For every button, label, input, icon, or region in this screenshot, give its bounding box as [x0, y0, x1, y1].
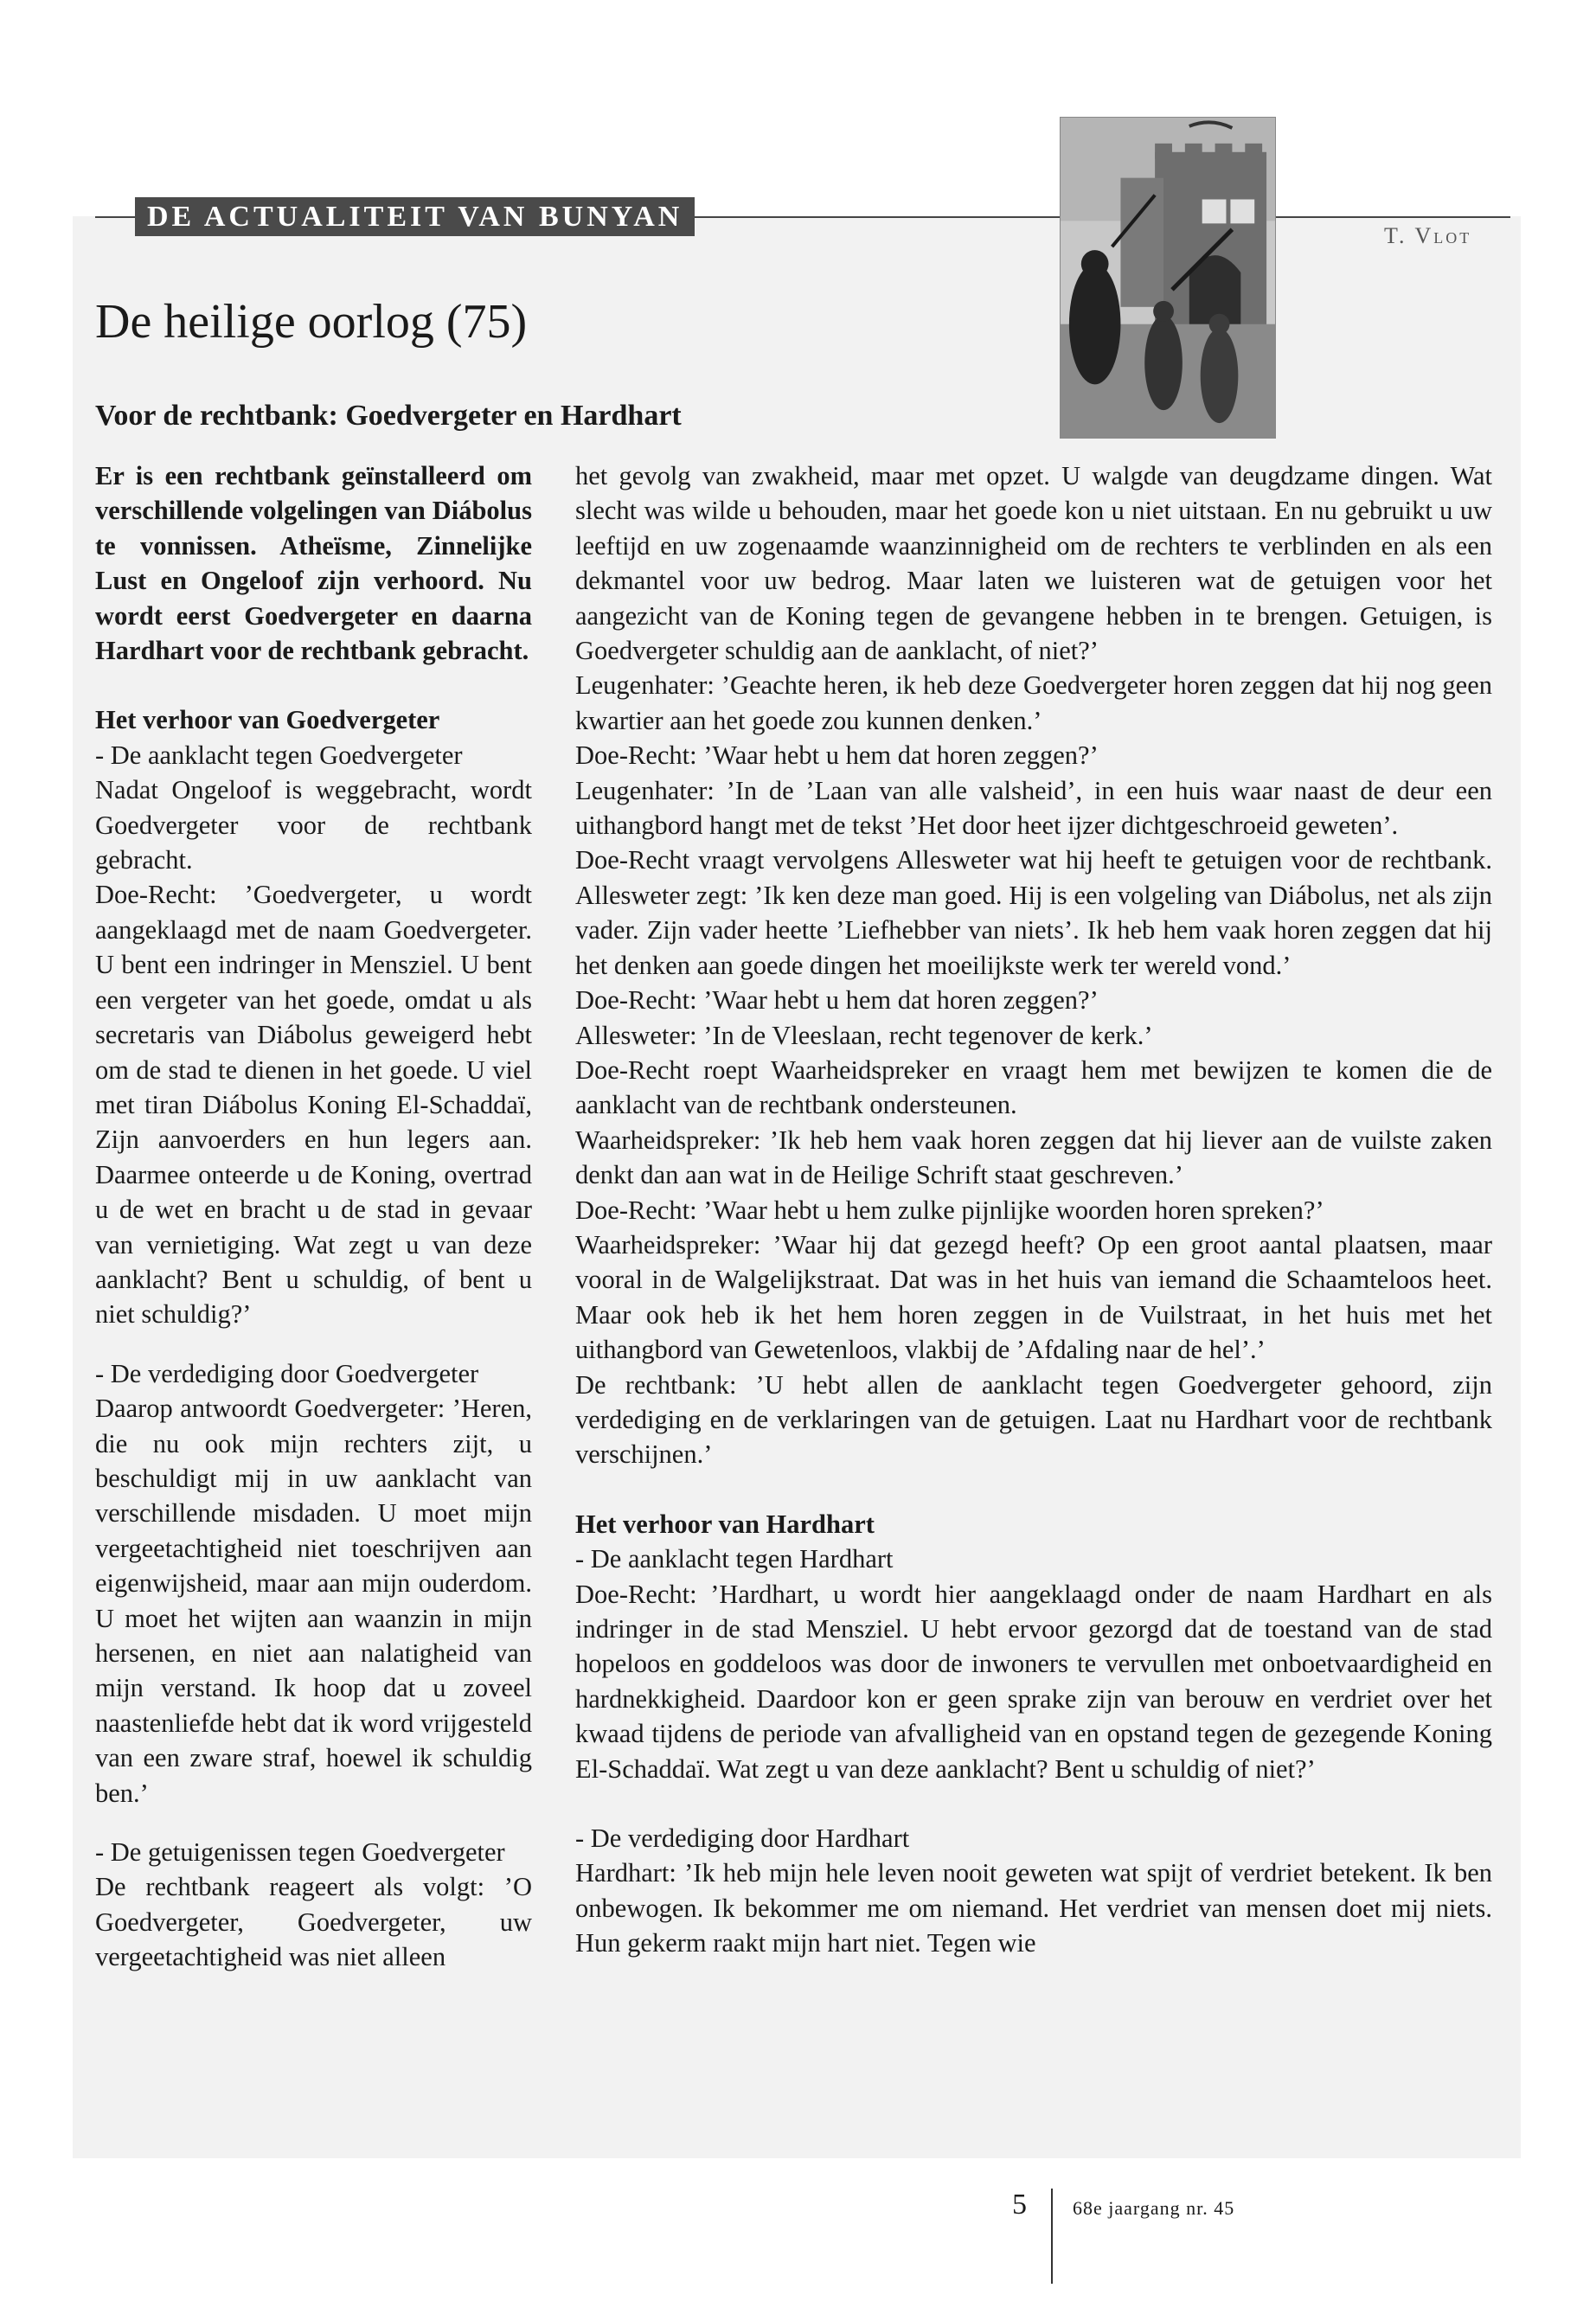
paragraph: Waarheidspreker: ’Ik heb hem vaak horen zeggen dat hij liever aan de vuilste zaken denkt dan aan wat in de Heilige Schrift staat geschreven.’: [575, 1125, 1492, 1190]
paragraph: Doe-Recht: ’Hardhart, u wordt hier aangeklaagd onder de naam Hardhart en als indringer in de stad Mensziel. U hebt ervoor gezorgd dat de toestand van de stad hopeloos en goddeloos was door de inwoners te vervullen met onboetvaardigheid en hardnekkigheid. Daardoor kon er geen sprake zijn van berouw en verdriet over het kwaad tijdens de periode van afvalligheid van en opstand tegen de gezegende Koning El-Schaddaï. Wat zegt u van deze aanklacht? Bent u schuldig of niet?’: [575, 1579, 1492, 1784]
paragraph: - De verdediging door Hardhart: [575, 1823, 910, 1854]
volume-info: 68e jaargang nr. 45: [1073, 2197, 1235, 2219]
paragraph: - De aanklacht tegen Goedvergeter: [95, 740, 463, 770]
paragraph: Waarheidspreker: ’Waar hij dat gezegd heeft? Op een groot aantal plaatsen, maar vooral in de Walgelijkstraat. Dat was in het huis van iemand die Schaamteloos heet. Maar ook heb ik het hem horen zeggen in de Vuilstraat, in het huis met het uithangbord van Gewetenloos, vlakbij de ’Afdaling naar de hel’.’: [575, 1229, 1492, 1365]
right-column: [575, 458, 1492, 1961]
paragraph: Doe-Recht: ’Waar hebt u hem dat horen zeggen?’: [575, 740, 1099, 771]
paragraph: Leugenhater: ’Geachte heren, ik heb deze Goedvergeter horen zeggen dat hij nog geen kwartier aan het goede zou kunnen denken.’: [575, 670, 1492, 735]
paragraph: Hardhart: ’Ik heb mijn hele leven nooit geweten wat spijt of verdriet betekent. Ik ben onbewogen. Ik bekommer me om niemand. Het verdriet van mensen doet mij niets. Hun gekerm raakt mijn hart niet. Tegen wie: [575, 1858, 1492, 1958]
section-heading: Het verhoor van Goedvergeter: [95, 705, 440, 735]
paragraph: Doe-Recht roept Waarheidspreker en vraagt hem met bewijzen te komen die de aanklacht van de rechtbank ondersteunen.: [575, 1054, 1492, 1120]
left-column: [95, 458, 532, 1975]
paragraph: - De aanklacht tegen Hardhart: [575, 1544, 894, 1574]
paragraph: De rechtbank reageert als volgt: ’O Goedvergeter, Goedvergeter, uw vergeetachtigheid was niet alleen: [95, 1872, 532, 1972]
paragraph: De rechtbank: ’U hebt allen de aanklacht tegen Goedvergeter gehoord, zijn verdediging en de verklaringen van de getuigen. Laat nu Hardhart voor de rechtbank verschijnen.’: [575, 1369, 1492, 1470]
article-intro: Er is een rechtbank geïnstalleerd om verschillende volgelingen van Diábolus te vonnissen. Atheïsme, Zinnelijke Lust en Ongeloof zijn verhoord. Nu wordt eerst Goedvergeter en daarna Hardhart voor de rechtbank gebracht.: [95, 461, 532, 666]
paragraph: Doe-Recht: ’Goedvergeter, u wordt aangeklaagd met de naam Goedvergeter. U bent een indringer in Mensziel. U bent een vergeter van het goede, omdat u als secretaris van Diábolus geweigerd hebt om de stad te dienen in het goede. U viel met tiran Diábolus Koning El-Schaddaï, Zijn aanvoerders en hun legers aan. Daarmee onteerde u de Koning, overtrad u de wet en bracht u de stad in gevaar van vernietiging. Wat zegt u van deze aanklacht? Bent u schuldig, of bent u niet schuldig?’: [95, 880, 532, 1330]
article-title: De heilige oorlog (75): [95, 295, 528, 349]
engraving-icon: [1061, 118, 1275, 438]
section-tag: DE ACTUALITEIT VAN BUNYAN: [135, 197, 695, 236]
author-name: T. Vlot: [1384, 223, 1472, 248]
paragraph: - De verdediging door Goedvergeter: [95, 1358, 479, 1388]
paragraph: - De getuigenissen tegen Goedvergeter: [95, 1837, 505, 1868]
paragraph: Allesweter: ’In de Vleeslaan, recht tegenover de kerk.’: [575, 1020, 1153, 1050]
section-heading: Het verhoor van Hardhart: [575, 1509, 875, 1539]
paragraph: Doe-Recht vraagt vervolgens Allesweter wat hij heeft te getuigen voor de rechtbank. Allesweter zegt: ’Ik ken deze man goed. Hij is een volgeling van Diábolus, net als zijn vader. Zijn vader heette ’Liefhebber van niets’. Ik heb hem vaak horen zeggen dat hij het denken aan goede dingen het moeilijkste werk ter wereld vond.’: [575, 845, 1492, 980]
paragraph: Daarop antwoordt Goedvergeter: ’Heren, die nu ook mijn rechters zijt, u beschuldigt mij in uw aanklacht van verschillende misdaden. U moet mijn vergeetachtigheid niet toeschrijven aan eigenwijsheid, maar aan mijn ouderdom. U moet het wijten aan waanzin in mijn hersenen, en niet aan nalatigheid van mijn verstand. Ik hoop dat u zoveel naastenliefde hebt dat ik word vrijgesteld van een zware straf, hoewel ik schuldig ben.’: [95, 1394, 532, 1808]
paragraph: Nadat Ongeloof is weggebracht, wordt Goedvergeter voor de rechtbank gebracht.: [95, 775, 532, 875]
paragraph: Doe-Recht: ’Waar hebt u hem zulke pijnlijke woorden horen spreken?’: [575, 1195, 1324, 1225]
article-subtitle: Voor de rechtbank: Goedvergeter en Hardhart: [95, 400, 682, 432]
paragraph: het gevolg van zwakheid, maar met opzet. U walgde van deugdzame dingen. Wat slecht was wilde u behouden, maar het goede kon u niet uitstaan. En nu gebruikt u uw leeftijd en uw zogenaamde waanzinnigheid om de rechters te verblinden en als een dekmantel voor uw bedrog. Maar laten we luisteren wat de getuigen voor het aangezicht van de Koning tegen de gevangene hebben in te brengen. Getuigen, is Goedvergeter schuldig aan de aanklacht, of niet?’: [575, 461, 1492, 666]
paragraph: Leugenhater: ’In de ’Laan van alle valsheid’, in een huis waar naast de deur een uithangbord hangt met de tekst ’Het door heet ijzer dichtgeschroeid geweten’.: [575, 775, 1492, 841]
paragraph: Doe-Recht: ’Waar hebt u hem dat horen zeggen?’: [575, 985, 1099, 1016]
castle-siege-illustration: [1060, 117, 1276, 439]
footer-rule: [1051, 2189, 1053, 2284]
page-number: 5: [1012, 2189, 1027, 2221]
